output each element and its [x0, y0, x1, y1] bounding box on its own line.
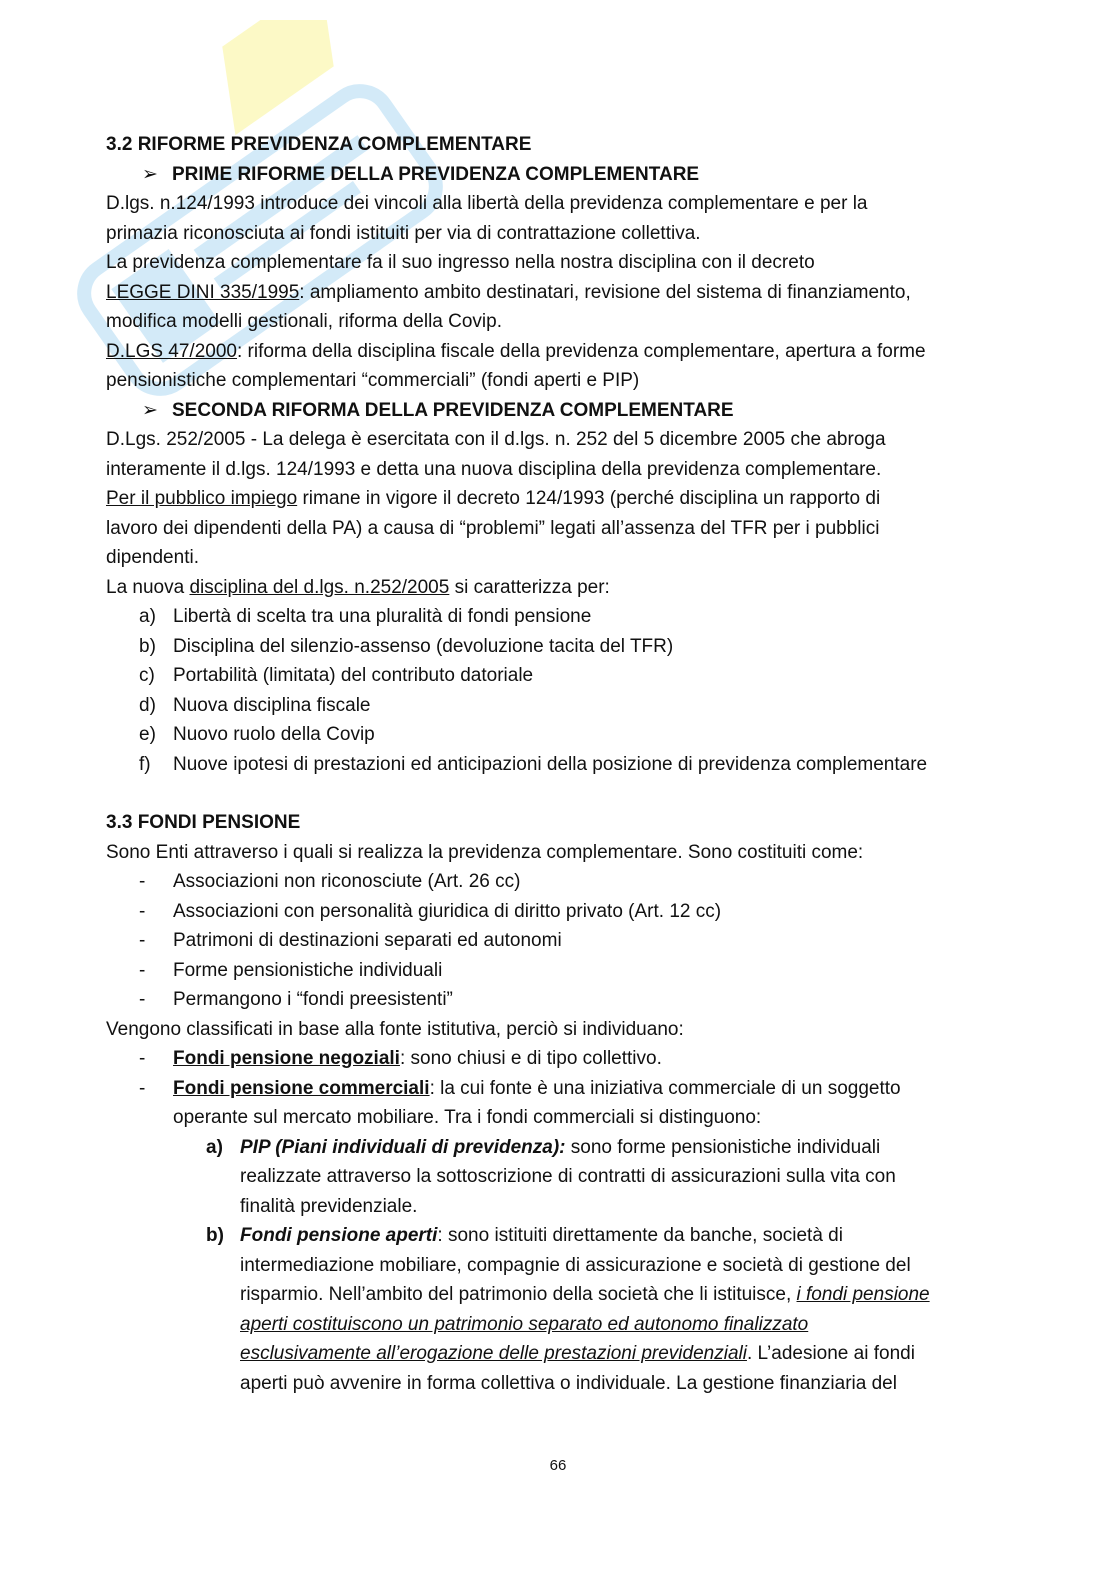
document-body [106, 130, 1006, 1398]
paragraph-line: primazia riconosciuta ai fondi istituiti per via di contrattazione collettiva. [106, 222, 701, 244]
paragraph-line: dipendenti. [106, 547, 199, 568]
list-item: e) Nuovo ruolo della Covip [139, 724, 375, 745]
law-reference: LEGGE DINI 335/1995 [106, 281, 300, 303]
section-heading: 3.2 RIFORME PREVIDENZA COMPLEMENTARE [106, 134, 532, 155]
term-aperti: Fondi pensione aperti [240, 1225, 438, 1246]
paragraph-line: LEGGE DINI 335/1995: ampliamento ambito destinatari, revisione del sistema di finanziamento, [106, 281, 911, 303]
list-item: f) Nuove ipotesi di prestazioni ed anticipazioni della posizione di previdenza complementare [139, 753, 928, 775]
paragraph-line: D.LGS 47/2000: riforma della disciplina fiscale della previdenza complementare, apertura a forme [106, 340, 926, 362]
list-item: - Forme pensionistiche individuali [139, 959, 443, 981]
paragraph-line: interamente il d.lgs. 124/1993 e detta una nuova disciplina della previdenza complementare. [106, 458, 882, 480]
paragraph-line: modifica modelli gestionali, riforma della Covip. [106, 311, 503, 332]
subheading: ➢ PRIME RIFORME DELLA PREVIDENZA COMPLEMENTARE [106, 160, 1006, 190]
page-number: 66 [549, 1457, 567, 1474]
list-item: - Fondi pensione commerciali: la cui fonte è una iniziativa commerciale di un soggetto operante sul mercato mobiliare. Tra i fondi commerciali si distinguono: [139, 1077, 901, 1128]
section-heading: 3.3 FONDI PENSIONE [106, 812, 301, 833]
term-negoziali: Fondi pensione negoziali [173, 1048, 400, 1069]
term-pip: PIP (Piani individuali di previdenza): [240, 1136, 566, 1158]
list-item: - Permangono i “fondi preesistenti” [139, 989, 453, 1010]
list-item-pip: a) PIP (Piani individuali di previdenza): sono forme pensionistiche individuali realizzate attraverso la sottoscrizione di contratti di assicurazioni sulla vita con finalità previdenziale. [206, 1136, 896, 1217]
paragraph-line: D.Lgs. 252/2005 - La delega è esercitata con il d.lgs. n. 252 del 5 dicembre 2005 che abroga [106, 429, 886, 450]
list-item: c) Portabilità (limitata) del contributo datoriale [139, 665, 534, 686]
list-item: - Associazioni non riconosciute (Art. 26 cc) [139, 871, 521, 892]
list-item: - Fondi pensione negoziali: sono chiusi e di tipo collettivo. [139, 1048, 662, 1069]
list-item: - Patrimoni di destinazioni separati ed autonomi [139, 930, 562, 951]
subheading: ➢ SECONDA RIFORMA DELLA PREVIDENZA COMPLEMENTARE [106, 396, 1006, 426]
list-item: b) Disciplina del silenzio-assenso (devoluzione tacita del TFR) [139, 635, 674, 657]
arrow-bullet-icon: ➢ [142, 163, 158, 185]
list-item: - Associazioni con personalità giuridica di diritto privato (Art. 12 cc) [139, 900, 722, 922]
paragraph-line: lavoro dei dipendenti della PA) a causa di “problemi” legati all’assenza del TFR per i pubblici [106, 517, 880, 539]
paragraph-line: La nuova disciplina del d.lgs. n.252/2005 si caratterizza per: [106, 576, 610, 598]
law-reference: Per il pubblico impiego [106, 488, 298, 509]
arrow-bullet-icon: ➢ [142, 399, 158, 421]
list-item-aperti: b) Fondi pensione aperti: sono istituiti direttamente da banche, società di intermediazione mobiliare, compagnie di assicurazione e società di gestione del risparmio. Nell’ambito del patrimonio della società che li istituisce, i fondi pensione aperti costituiscono un patrimonio separato ed autonomo finalizzato esclusivamente all’erogazione delle prestazioni previdenziali. L’adesione ai fondi aperti può avvenire in forma collettiva o individuale. La gestione finanziaria del [206, 1225, 930, 1394]
list-item: d) Nuova disciplina fiscale [139, 694, 371, 716]
term-commerciali: Fondi pensione commerciali [173, 1077, 430, 1099]
paragraph-line: La previdenza complementare fa il suo ingresso nella nostra disciplina con il decreto [106, 252, 815, 273]
list-item: a) Libertà di scelta tra una pluralità di fondi pensione [139, 606, 592, 627]
paragraph-line: pensionistiche complementari “commerciali” (fondi aperti e PIP) [106, 370, 640, 391]
paragraph-line: Sono Enti attraverso i quali si realizza la previdenza complementare. Sono costituiti come: [106, 841, 864, 863]
paragraph-line: Per il pubblico impiego rimane in vigore il decreto 124/1993 (perché disciplina un rapporto di [106, 488, 881, 509]
law-reference: disciplina del d.lgs. n.252/2005 [189, 576, 450, 598]
paragraph-line: Vengono classificati in base alla fonte istitutiva, perciò si individuano: [106, 1018, 684, 1040]
paragraph-line: D.lgs. n.124/1993 introduce dei vincoli alla libertà della previdenza complementare e per la [106, 193, 868, 214]
law-reference: D.LGS 47/2000 [106, 340, 237, 362]
